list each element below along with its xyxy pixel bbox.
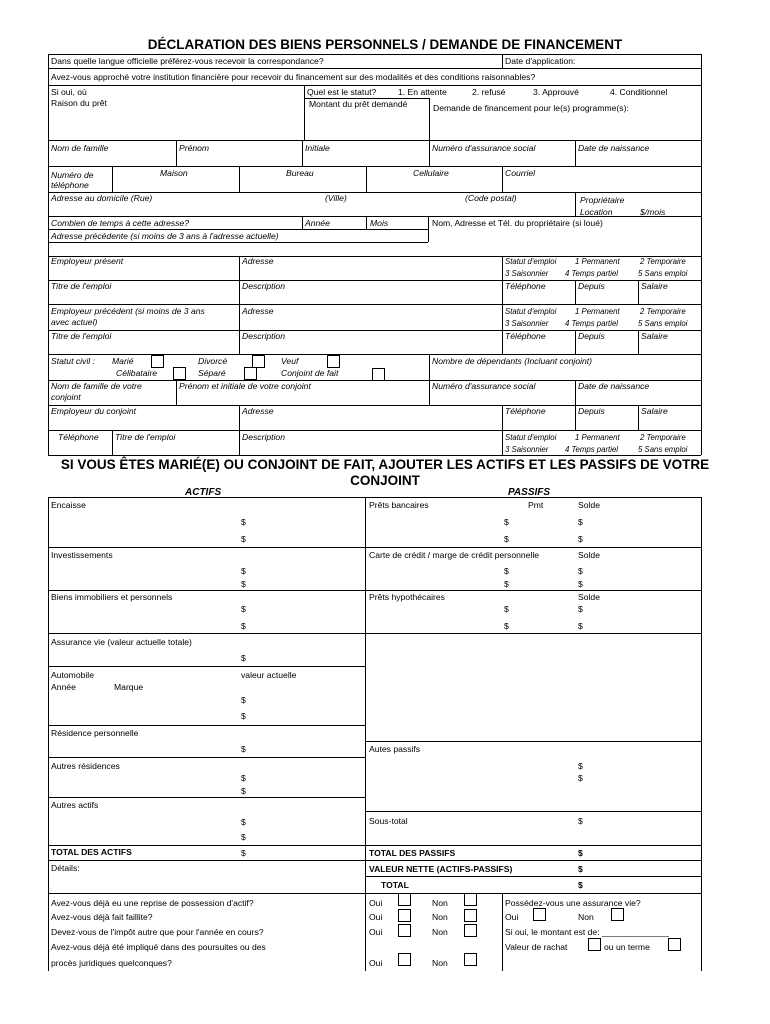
approach-question: Avez-vous approché votre institution financière pour recevoir du financement sur des modalités et des conditions raisonnables? <box>51 72 536 82</box>
q1-non-label: Non <box>432 898 448 908</box>
valeur-nette-amount[interactable]: $ <box>578 864 583 874</box>
residence-amount[interactable]: $ <box>241 744 246 754</box>
veuf-label: Veuf <box>281 356 299 366</box>
question-faillite: Avez-vous déjà fait faillite? <box>51 912 153 922</box>
conj-option-saisonnier[interactable]: 3 Saisonnier <box>505 445 549 454</box>
total-actifs-amount[interactable]: $ <box>241 848 246 858</box>
carte-pmt-1[interactable]: $ <box>504 566 509 576</box>
q2-oui-checkbox[interactable] <box>398 909 411 922</box>
valeur-rachat-label: Valeur de rachat <box>505 942 568 952</box>
prec-statut-emploi-label: Statut d'emploi <box>505 307 557 316</box>
employeur-precedent-label-2: avec actuel) <box>51 317 98 327</box>
par-mois-label: $/mois <box>640 207 666 217</box>
statut-civil-label: Statut civil : <box>51 356 95 366</box>
prec-telephone-label[interactable]: Téléphone <box>505 331 546 341</box>
question-reprise: Avez-vous déjà eu une reprise de possession d'actif? <box>51 898 254 908</box>
adresse-precedente-label[interactable]: Adresse précédente (si moins de 3 ans à l'adresse actuelle) <box>51 231 279 241</box>
form-title: DÉCLARATION DES BIENS PERSONNELS / DEMANDE DE FINANCEMENT <box>147 37 623 52</box>
depuis-label[interactable]: Depuis <box>578 281 605 291</box>
divorce-label: Divorcé <box>198 356 228 366</box>
actifs-heading: ACTIFS <box>185 487 222 498</box>
biens-amount-1[interactable]: $ <box>241 604 246 614</box>
prec-salaire-label[interactable]: Salaire <box>641 331 668 341</box>
conj-option-permanent[interactable]: 1 Permanent <box>575 433 620 442</box>
q2-oui-label: Oui <box>369 912 383 922</box>
assurance-vie-question: Possédez-vous une assurance vie? <box>505 898 641 908</box>
prec-option-temporaire[interactable]: 2 Temporaire <box>640 307 686 316</box>
prec-option-temps-partiel[interactable]: 4 Temps partiel <box>565 319 619 328</box>
employeur-present-label[interactable]: Employeur présent <box>51 256 124 266</box>
marie-checkbox[interactable] <box>151 355 164 368</box>
q4-oui-checkbox[interactable] <box>398 953 411 966</box>
tel-maison-label[interactable]: Maison <box>160 168 188 178</box>
conjoint-naissance-label[interactable]: Date de naissance <box>578 381 650 391</box>
carte-credit-label: Carte de crédit / marge de crédit personnelle <box>369 550 540 560</box>
adresse-domicile-label[interactable]: Adresse au domicile (Rue) <box>51 193 153 203</box>
status-option-1[interactable]: 1. En attente <box>398 87 447 97</box>
q3-oui-checkbox[interactable] <box>398 924 411 937</box>
telephone-label-2: téléphone <box>51 180 89 190</box>
raison-pret-label[interactable]: Raison du prêt <box>51 98 107 108</box>
telephone-label-1: Numéro de <box>51 170 94 180</box>
tel-cellulaire-label[interactable]: Cellulaire <box>413 168 449 178</box>
q4-oui-label: Oui <box>369 958 383 968</box>
prets-bancaires-solde-1[interactable]: $ <box>578 517 583 527</box>
encaisse-label: Encaisse <box>51 500 86 510</box>
code-postal-label[interactable]: (Code postal) <box>465 193 517 203</box>
terme-label: ou un terme <box>604 942 650 952</box>
conjoint-fait-checkbox[interactable] <box>372 368 385 381</box>
biens-label: Biens immobiliers et personnels <box>51 592 173 602</box>
biens-amount-2[interactable]: $ <box>241 621 246 631</box>
location-label[interactable]: Location <box>580 207 613 217</box>
carte-solde-2[interactable]: $ <box>578 579 583 589</box>
carte-solde-1[interactable]: $ <box>578 566 583 576</box>
separe-label: Séparé <box>198 368 226 378</box>
hyp-solde-1[interactable]: $ <box>578 604 583 614</box>
assurance-vie-label: Assurance vie (valeur actuelle totale) <box>51 637 192 647</box>
tel-bureau-label[interactable]: Bureau <box>286 168 314 178</box>
employeur-conjoint-label[interactable]: Employeur du conjoint <box>51 406 137 416</box>
q1-oui-checkbox[interactable] <box>398 893 411 906</box>
celibataire-checkbox[interactable] <box>173 367 186 380</box>
titre-emploi-label[interactable]: Titre de l'emploi <box>51 281 112 291</box>
automobile-amount-2[interactable]: $ <box>241 711 246 721</box>
separe-checkbox[interactable] <box>244 367 257 380</box>
conj-option-temps-partiel[interactable]: 4 Temps partiel <box>565 445 619 454</box>
prec-adresse-label[interactable]: Adresse <box>242 306 274 316</box>
prenom-conjoint-label[interactable]: Prénom et initiale de votre conjoint <box>179 381 311 391</box>
assurance-oui-checkbox[interactable] <box>533 908 546 921</box>
investissements-amount-2[interactable]: $ <box>241 579 246 589</box>
valeur-actuelle-label: valeur actuelle <box>241 670 297 680</box>
spouse-section-heading: SI VOUS ÊTES MARIÉ(E) OU CONJOINT DE FAIT, AJOUTER LES ACTIFS ET LES PASSIFS DE VOTRE CONJOINT <box>60 457 710 488</box>
prec-description-label[interactable]: Description <box>242 331 285 341</box>
dependants-label[interactable]: Nombre de dépendants (Incluant conjoint) <box>432 356 593 366</box>
prec-option-saisonnier[interactable]: 3 Saisonnier <box>505 319 549 328</box>
solde-label-1: Solde <box>578 500 600 510</box>
terme-checkbox[interactable] <box>668 938 681 951</box>
encaisse-amount-2[interactable]: $ <box>241 534 246 544</box>
prets-bancaires-pmt[interactable]: $ <box>504 517 509 527</box>
ville-label[interactable]: (Ville) <box>325 193 347 203</box>
conjoint-telephone-label[interactable]: Téléphone <box>505 406 546 416</box>
sous-total-amount[interactable]: $ <box>578 816 583 826</box>
investissements-amount-1[interactable]: $ <box>241 566 246 576</box>
q2-non-label: Non <box>432 912 448 922</box>
autres-residences-label: Autres résidences <box>51 761 120 771</box>
autres-passifs-amount-1[interactable]: $ <box>578 761 583 771</box>
language-question: Dans quelle langue officielle préférez-vous recevoir la correspondance? <box>51 56 324 66</box>
employeur-precedent-label-1[interactable]: Employeur précédent (si moins de 3 ans <box>51 306 205 316</box>
montant-label[interactable]: Montant du prêt demandé <box>309 99 408 109</box>
telephone-label[interactable]: Téléphone <box>505 281 546 291</box>
conj-option-temporaire[interactable]: 2 Temporaire <box>640 433 686 442</box>
description-label[interactable]: Description <box>242 281 285 291</box>
pmt-label: Pmt <box>528 500 544 510</box>
proprietaire-label[interactable]: Propriétaire <box>580 195 625 205</box>
nom-conjoint-label-2: conjoint <box>51 392 81 402</box>
automobile-amount-1[interactable]: $ <box>241 695 246 705</box>
solde-label-2: Solde <box>578 550 600 560</box>
autres-actifs-amount-2[interactable]: $ <box>241 832 246 842</box>
prets-bancaires-solde-2[interactable]: $ <box>578 534 583 544</box>
prec-option-sans-emploi[interactable]: 5 Sans emploi <box>638 319 688 328</box>
q3-non-label: Non <box>432 927 448 937</box>
hyp-pmt-1[interactable]: $ <box>504 604 509 614</box>
question-impot: Devez-vous de l'impôt autre que pour l'année en cours? <box>51 927 264 937</box>
option-permanent[interactable]: 1 Permanent <box>575 257 620 266</box>
salaire-label[interactable]: Salaire <box>641 281 668 291</box>
annee-label[interactable]: Année <box>305 218 330 228</box>
option-temps-partiel[interactable]: 4 Temps partiel <box>565 269 619 278</box>
assurance-vie-amount[interactable]: $ <box>241 653 246 663</box>
assurance-non-label: Non <box>578 912 594 922</box>
total-amount[interactable]: $ <box>578 880 583 890</box>
q3-non-checkbox[interactable] <box>464 924 477 937</box>
q4-non-label: Non <box>432 958 448 968</box>
question-poursuites-2: procès juridiques quelconques? <box>51 958 172 968</box>
conjoint-depuis-label[interactable]: Depuis <box>578 406 605 416</box>
passifs-heading: PASSIFS <box>508 487 551 498</box>
conj-option-sans-emploi[interactable]: 5 Sans emploi <box>638 445 688 454</box>
assurance-non-checkbox[interactable] <box>611 908 624 921</box>
prets-bancaires-label: Prêts bancaires <box>369 500 429 510</box>
q1-oui-label: Oui <box>369 898 383 908</box>
conjoint-description-label[interactable]: Description <box>242 432 285 442</box>
details-label[interactable]: Détails: <box>51 863 80 873</box>
hyp-pmt-2[interactable]: $ <box>504 621 509 631</box>
demande-label[interactable]: Demande de financement pour le(s) programme(s): <box>433 103 629 113</box>
q4-non-checkbox[interactable] <box>464 953 477 966</box>
autres-passifs-amount-2[interactable]: $ <box>578 773 583 783</box>
conjoint-tel-label[interactable]: Téléphone <box>58 432 99 442</box>
status-option-3[interactable]: 3. Approuvé <box>533 87 579 97</box>
question-poursuites-1: Avez-vous déjà été impliqué dans des poursuites ou des <box>51 942 266 952</box>
marie-label: Marié <box>112 356 134 366</box>
nom-conjoint-label-1[interactable]: Nom de famille de votre <box>51 381 142 391</box>
mois-label[interactable]: Mois <box>370 218 389 228</box>
q2-non-checkbox[interactable] <box>464 909 477 922</box>
autres-actifs-amount-1[interactable]: $ <box>241 817 246 827</box>
sous-total-label: Sous-total <box>369 816 408 826</box>
carte-pmt-2[interactable]: $ <box>504 579 509 589</box>
total-actifs-label: TOTAL DES ACTIFS <box>51 847 132 857</box>
option-saisonnier[interactable]: 3 Saisonnier <box>505 269 549 278</box>
prec-depuis-label[interactable]: Depuis <box>578 331 605 341</box>
initiale-label[interactable]: Initiale <box>305 143 330 153</box>
assurance-oui-label: Oui <box>505 912 519 922</box>
residence-label: Résidence personnelle <box>51 728 139 738</box>
autres-actifs-label: Autres actifs <box>51 800 99 810</box>
montant-assurance-label[interactable]: Si oui, le montant est de: ______________ <box>505 927 669 937</box>
automobile-label: Automobile <box>51 670 94 680</box>
autres-residences-amount-2[interactable]: $ <box>241 786 246 796</box>
employeur-adresse-label[interactable]: Adresse <box>242 256 274 266</box>
auto-marque-label[interactable]: Marque <box>114 682 144 692</box>
prenom-label[interactable]: Prénom <box>179 143 210 153</box>
courriel-label[interactable]: Courriel <box>505 168 536 178</box>
si-oui-label[interactable]: Si oui, où <box>51 87 87 97</box>
naissance-label[interactable]: Date de naissance <box>578 143 650 153</box>
q3-oui-label: Oui <box>369 927 383 937</box>
valeur-rachat-checkbox[interactable] <box>588 938 601 951</box>
prec-titre-label[interactable]: Titre de l'emploi <box>51 331 112 341</box>
option-temporaire[interactable]: 2 Temporaire <box>640 257 686 266</box>
conj-statut-emploi-label: Statut d'emploi <box>505 433 557 442</box>
application-date-label[interactable]: Date d'application: <box>505 56 576 66</box>
total-label: TOTAL <box>381 880 409 890</box>
statut-emploi-label: Statut d'emploi <box>505 257 557 266</box>
conjoint-salaire-label[interactable]: Salaire <box>641 406 668 416</box>
valeur-nette-label: VALEUR NETTE (ACTIFS-PASSIFS) <box>369 864 513 874</box>
total-passifs-label: TOTAL DES PASSIFS <box>369 848 456 858</box>
q1-non-checkbox[interactable] <box>464 893 477 906</box>
prets-hypothecaires-label: Prêts hypothécaires <box>369 592 445 602</box>
option-sans-emploi[interactable]: 5 Sans emploi <box>638 269 688 278</box>
statut-question: Quel est le statut? <box>307 87 377 97</box>
prec-option-permanent[interactable]: 1 Permanent <box>575 307 620 316</box>
auto-annee-label[interactable]: Année <box>51 682 76 692</box>
solde-label-3: Solde <box>578 592 600 602</box>
autres-residences-amount-1[interactable]: $ <box>241 773 246 783</box>
veuf-checkbox[interactable] <box>327 355 340 368</box>
autres-passifs-label: Autes passifs <box>369 744 421 754</box>
combien-temps-label[interactable]: Combien de temps à cette adresse? <box>51 218 190 228</box>
status-option-4[interactable]: 4. Conditionnel <box>610 87 668 97</box>
investissements-label: Investissements <box>51 550 113 560</box>
encaisse-amount-1[interactable]: $ <box>241 517 246 527</box>
conjoint-titre-label[interactable]: Titre de l'emploi <box>115 432 176 442</box>
conjoint-fait-label: Conjoint de fait <box>281 368 339 378</box>
nom-proprietaire-label[interactable]: Nom, Adresse et Tél. du propriétaire (si loué) <box>432 218 603 228</box>
nom-famille-label[interactable]: Nom de famille <box>51 143 109 153</box>
conjoint-adresse-label[interactable]: Adresse <box>242 406 274 416</box>
status-option-2[interactable]: 2. refusé <box>472 87 506 97</box>
celibataire-label: Célibataire <box>116 368 158 378</box>
conjoint-nas-label[interactable]: Numéro d'assurance social <box>432 381 536 391</box>
total-passifs-amount[interactable]: $ <box>578 848 583 858</box>
prets-bancaires-pmt-2[interactable]: $ <box>504 534 509 544</box>
nas-label[interactable]: Numéro d'assurance social <box>432 143 536 153</box>
hyp-solde-2[interactable]: $ <box>578 621 583 631</box>
